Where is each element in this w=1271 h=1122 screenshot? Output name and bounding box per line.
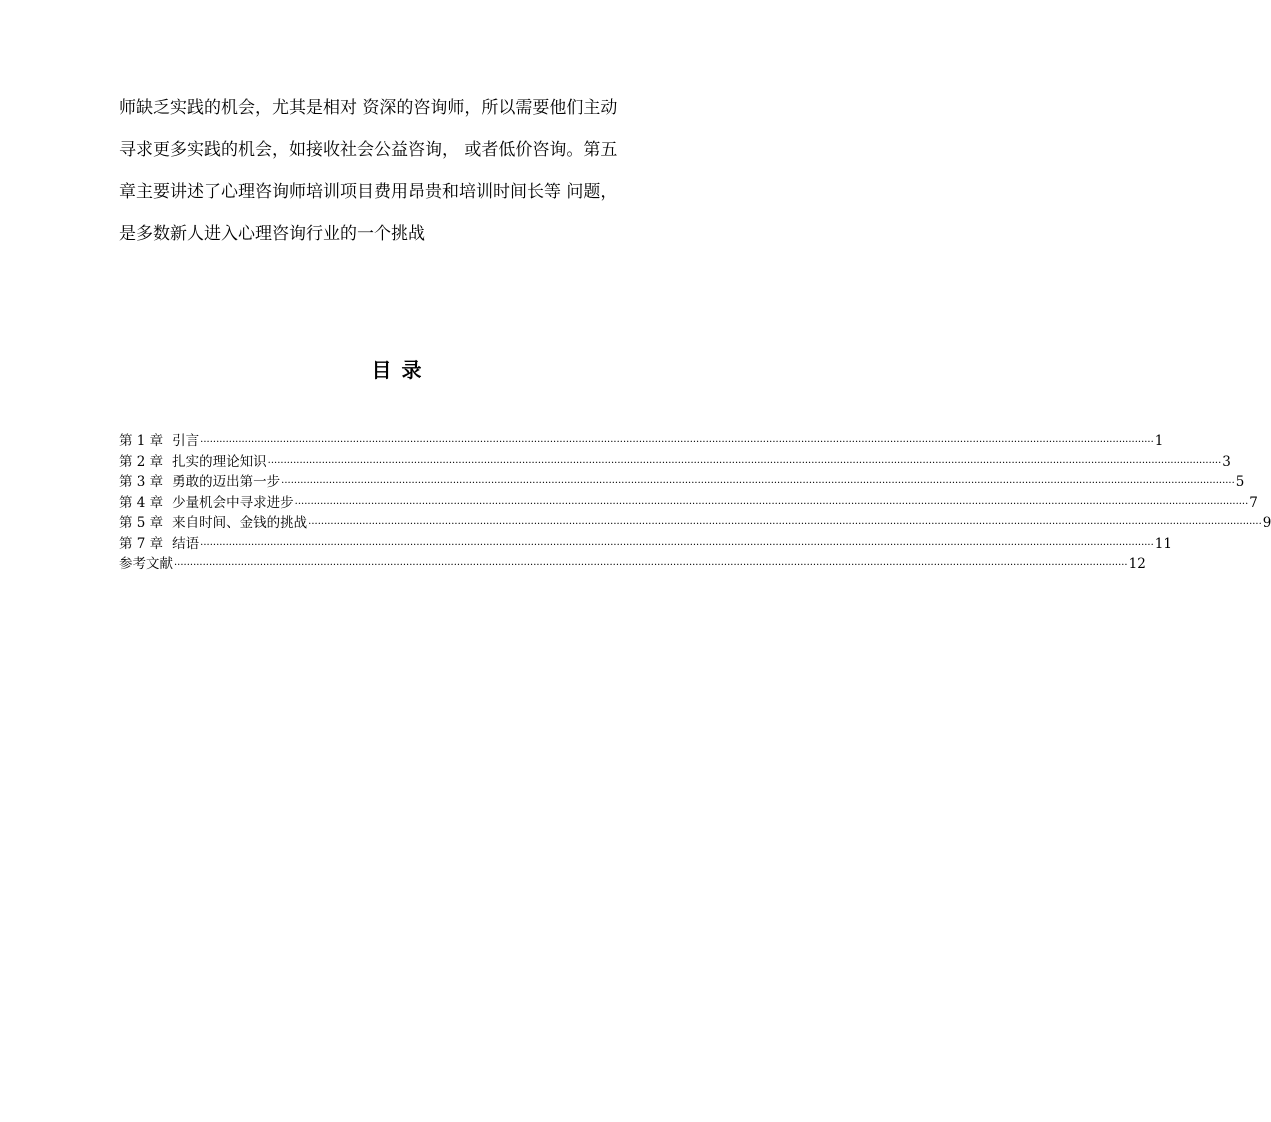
toc-entry-label	[119, 431, 199, 452]
toc-entry-label	[119, 554, 173, 575]
toc-entry-label	[119, 493, 294, 514]
toc-leader-dots: ············································································································································································································································································································	[200, 437, 1154, 448]
toc-chapter-title: 引言	[172, 433, 200, 449]
toc-entry[interactable]	[119, 493, 1258, 514]
paragraph-line-1: 师缺乏实践的机会，尤其是相对 资深的咨询师，所以需要他们主动	[119, 98, 618, 118]
toc-entry-label	[119, 534, 199, 555]
body-paragraph	[119, 100, 679, 268]
paragraph-line-2: 寻求更多实践的机会，如接收社会公益咨询， 或者低价咨询。第五	[119, 140, 618, 160]
toc-leader-dots: ············································································································································································································································································································	[308, 519, 1262, 530]
toc-entry[interactable]	[119, 534, 1172, 555]
toc-entry-label	[119, 472, 280, 493]
toc-leader-dots: ············································································································································································································································································································	[267, 457, 1222, 469]
toc-chapter-number: 第 4 章	[119, 494, 164, 511]
toc-chapter-title: 勇敢的迈出第一步	[172, 474, 281, 490]
toc-entry[interactable]	[119, 554, 1146, 575]
toc-page-number: 5	[1235, 474, 1245, 490]
toc-chapter-number: 第 5 章	[119, 515, 164, 531]
toc-page-number: 9	[1262, 515, 1271, 531]
toc-chapter-title: 参考文献	[119, 556, 173, 572]
toc-chapter-title: 扎实的理论知识	[172, 453, 267, 470]
toc-page-number: 12	[1128, 556, 1146, 572]
toc-leader-dots: ············································································································································································································································································································	[200, 539, 1154, 551]
toc-chapter-title: 来自时间、金钱的挑战	[172, 515, 308, 531]
toc-entry-label	[119, 513, 307, 534]
toc-leader-dots: ············································································································································································································································································································	[174, 560, 1128, 571]
toc-leader-dots: ············································································································································································································································································································	[281, 478, 1235, 489]
toc-chapter-number: 第 1 章	[119, 433, 164, 449]
toc-page-number: 11	[1154, 535, 1172, 552]
toc-entry[interactable]	[119, 431, 1164, 452]
toc-page-number: 1	[1154, 433, 1164, 449]
paragraph-line-4: 是多数新人进入心理咨询行业的一个挑战	[119, 224, 425, 244]
toc-entry[interactable]	[119, 472, 1245, 493]
toc-leader-dots: ············································································································································································································································································································	[294, 498, 1249, 510]
toc-chapter-number: 第 3 章	[119, 474, 164, 490]
table-of-contents	[119, 431, 1271, 575]
toc-heading: 目录	[371, 358, 432, 382]
toc-entry[interactable]	[119, 452, 1231, 473]
toc-chapter-number: 第 7 章	[119, 535, 164, 552]
toc-entry[interactable]	[119, 513, 1271, 534]
toc-entry-label	[119, 452, 267, 473]
toc-chapter-number: 第 2 章	[119, 453, 164, 470]
toc-page-number: 3	[1222, 453, 1231, 470]
paragraph-line-3: 章主要讲述了心理咨询师培训项目费用昂贵和培训时间长等 问题，	[119, 182, 618, 202]
toc-chapter-title: 少量机会中寻求进步	[172, 494, 294, 511]
toc-page-number: 7	[1249, 494, 1258, 511]
toc-chapter-title: 结语	[172, 535, 200, 552]
